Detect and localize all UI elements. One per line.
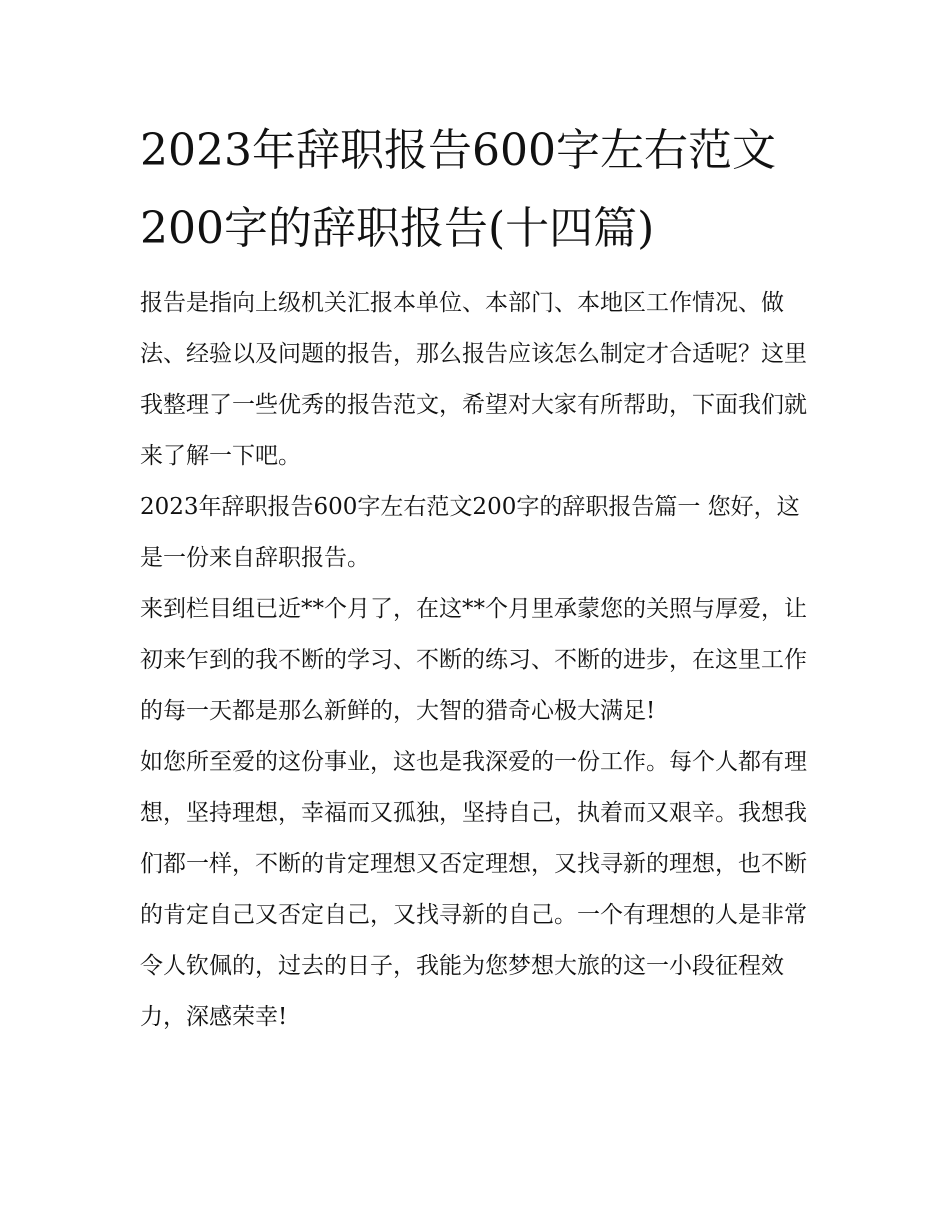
paragraph-intro: 报告是指向上级机关汇报本单位、本部门、本地区工作情况、做法、经验以及问题的报告，那么报告应该怎么制定才合适呢？这里我整理了一些优秀的报告范文，希望对大家有所帮助，下面我们就来了解一下吧。 bbox=[140, 290, 807, 469]
document-page bbox=[140, 112, 820, 1043]
paragraph-ideals: 如您所至爱的这份事业，这也是我深爱的一份工作。每个人都有理想，坚持理想，幸福而又孤独，坚持自己，执着而又艰辛。我想我们都一样，不断的肯定理想又否定理想，又找寻新的理想，也不断的肯定自己又否定自己，又找寻新的自己。一个有理想的人是非常令人钦佩的，过去的日子，我能为您梦想大旅的这一小段征程效力，深感荣幸! bbox=[140, 749, 807, 1030]
document-title: 2023年辞职报告600字左右范文200字的辞职报告(十四篇) bbox=[140, 125, 776, 254]
paragraph-section-one-opening: 2023年辞职报告600字左右范文200字的辞职报告篇一 您好，这是一份来自辞职报告。 bbox=[140, 494, 800, 571]
paragraph-gratitude: 来到栏目组已近**个月了，在这**个月里承蒙您的关照与厚爱，让初来乍到的我不断的学习、不断的练习、不断的进步，在这里工作的每一天都是那么新鲜的，大智的猎奇心极大满足! bbox=[140, 596, 807, 724]
